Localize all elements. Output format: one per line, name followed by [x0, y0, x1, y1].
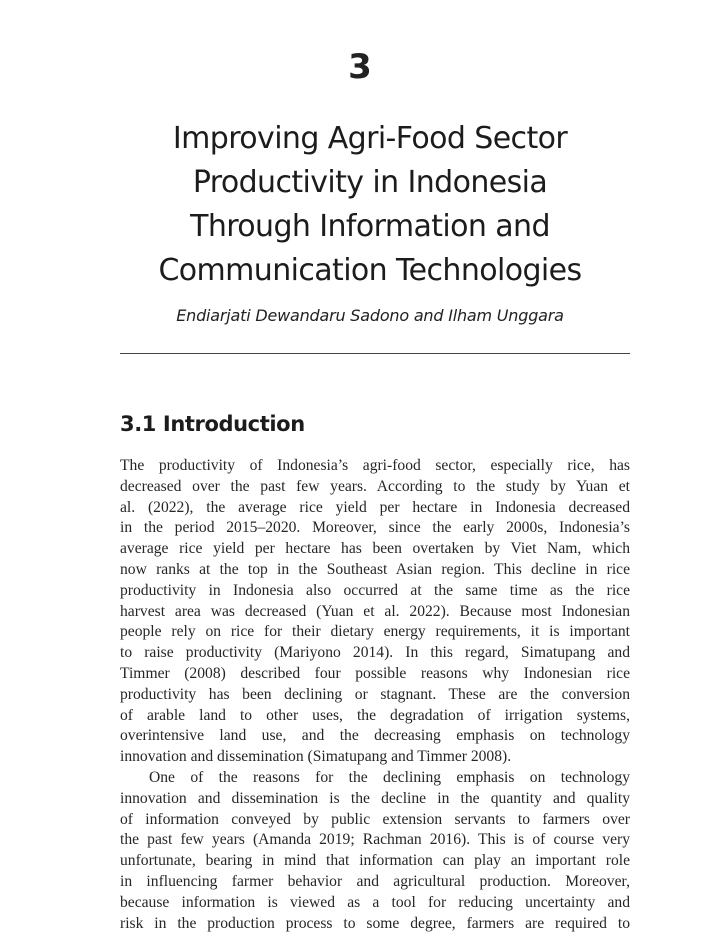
- chapter-authors: Endiarjati Dewandaru Sadono and Ilham Unggara: [176, 306, 564, 325]
- text-line: risk in the production process to some degree, farmers are required to: [120, 914, 630, 932]
- text-line: because information is viewed as a tool for reducing uncertainty and: [120, 893, 630, 911]
- text-line: now ranks at the top in the Southeast Asian region. This decline in rice: [120, 560, 630, 578]
- text-line: of information conveyed by public extension servants to farmers over: [120, 810, 630, 828]
- text-line: al. (2022), the average rice yield per hectare in Indonesia decreased: [120, 498, 630, 516]
- text-line: the past few years (Amanda 2019; Rachman 2016). This is of course very: [120, 831, 630, 849]
- text-line: unfortunate, bearing in mind that information can play an important role: [120, 852, 630, 870]
- text-line: productivity has been declining or stagnant. These are the conversion: [120, 685, 630, 703]
- chapter-title-line: Through Information and: [190, 209, 550, 244]
- text-line: harvest area was decreased (Yuan et al. 2022). Because most Indonesian: [120, 602, 630, 620]
- chapter-number: 3: [348, 47, 372, 87]
- text-line: to raise productivity (Mariyono 2014). In this regard, Simatupang and: [120, 644, 630, 662]
- chapter-title-line: Communication Technologies: [158, 253, 582, 288]
- text-line: in the period 2015–2020. Moreover, since the early 2000s, Indonesia’s: [120, 519, 630, 537]
- text-line: in influencing farmer behavior and agricultural production. Moreover,: [120, 872, 630, 890]
- text-line: innovation and dissemination is the decline in the quantity and quality: [120, 789, 630, 807]
- text-line: Timmer (2008) described four possible reasons why Indonesian rice: [120, 664, 630, 682]
- text-line: average rice yield per hectare has been overtaken by Viet Nam, which: [120, 540, 630, 558]
- chapter-title-line: Productivity in Indonesia: [192, 165, 548, 200]
- text-line: productivity in Indonesia also occurred at the same time as the rice: [120, 581, 630, 599]
- paragraph: [120, 768, 630, 934]
- chapter-title: [100, 117, 640, 293]
- text-line: The productivity of Indonesia’s agri-food sector, especially rice, has: [120, 457, 630, 474]
- text-line: decreased over the past few years. According to the study by Yuan et: [120, 477, 630, 495]
- text-line: One of the reasons for the declining emphasis on technology: [149, 768, 630, 786]
- paragraph: [120, 456, 630, 768]
- text-line: innovation and dissemination (Simatupang and Timmer 2008).: [120, 748, 512, 766]
- section-heading: 3.1 Introduction: [120, 412, 305, 436]
- text-line: overintensive land use, and the decreasing emphasis on technology: [120, 727, 630, 745]
- text-line: people rely on rice for their dietary energy requirements, it is important: [120, 623, 630, 641]
- chapter-title-line: Improving Agri-Food Sector: [172, 121, 568, 156]
- body-text: [120, 456, 630, 934]
- text-line: of arable land to other uses, the degradation of irrigation systems,: [120, 706, 630, 724]
- horizontal-divider: [120, 353, 630, 354]
